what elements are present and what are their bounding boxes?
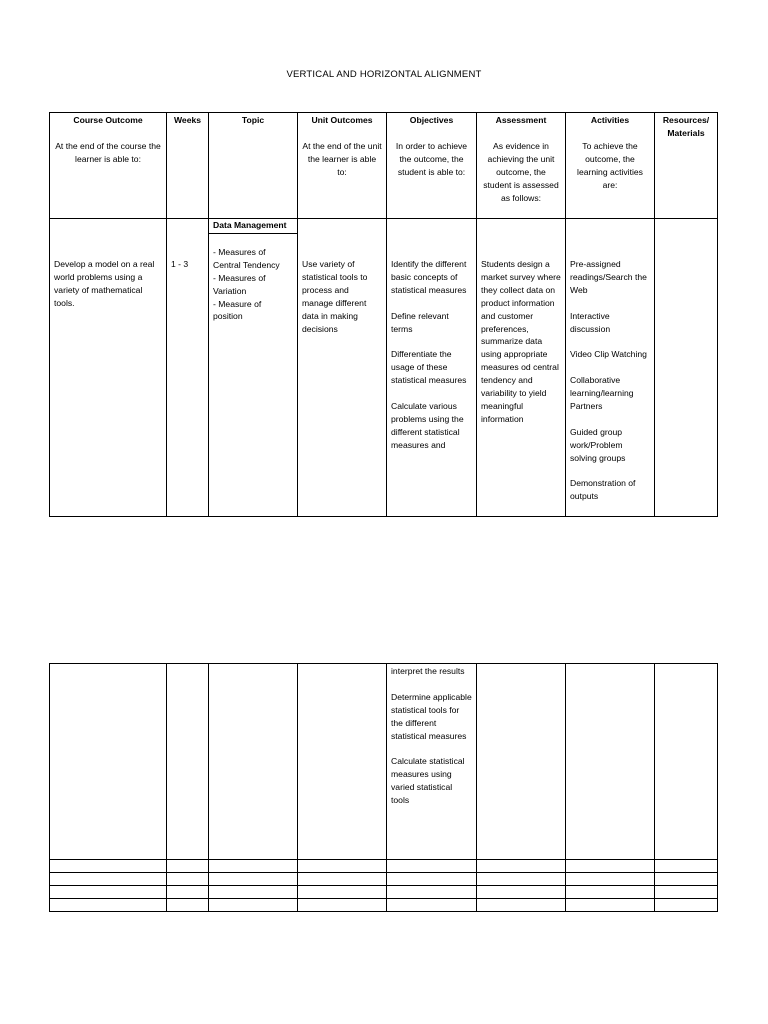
unit-outcome-text: Use variety of statistical tools to process and manage different data in making decisions xyxy=(302,259,368,334)
header-label: Weeks xyxy=(173,115,202,125)
objective-item: Identify the different basic concepts of statistical measures xyxy=(391,259,467,295)
header-objectives xyxy=(387,113,477,219)
cell-resources xyxy=(655,664,718,860)
cell-weeks xyxy=(167,219,209,517)
header-subtext: At the end of the course the learner is able to: xyxy=(55,140,161,164)
activity-item: Interactive discussion xyxy=(570,310,611,334)
header-label: Topic xyxy=(241,115,265,125)
header-label: Resources/ Materials xyxy=(662,115,710,138)
cell-activities xyxy=(566,219,655,517)
cell-course-outcome xyxy=(50,664,167,860)
document-title: VERTICAL AND HORIZONTAL ALIGNMENT xyxy=(286,69,482,80)
header-subtext: As evidence in achieving the unit outcome, the student is assessed as follows: xyxy=(483,140,559,203)
header-subtext: To achieve the outcome, the learning activities are: xyxy=(577,140,643,190)
header-subtext: At the end of the unit the learner is able to: xyxy=(302,140,382,177)
table-row xyxy=(50,860,718,873)
table-row xyxy=(50,664,718,860)
activity-item: Collaborative learning/learning Partners xyxy=(570,375,634,411)
activity-item: Demonstration of outputs xyxy=(570,478,636,502)
header-label: Unit Outcomes xyxy=(311,115,373,125)
course-outcome-text: Develop a model on a real world problems using a variety of mathematical tools. xyxy=(54,259,155,308)
cell-assessment xyxy=(477,219,566,517)
topic-line: - Measure of position xyxy=(213,298,262,322)
activity-item: Guided group work/Problem solving groups xyxy=(570,426,626,463)
header-subtext: In order to achieve the outcome, the student is able to: xyxy=(395,140,468,177)
objective-item: Define relevant terms xyxy=(391,310,449,334)
header-resources xyxy=(655,113,718,219)
header-label: Objectives xyxy=(409,115,454,125)
table-row xyxy=(50,899,718,912)
cell-unit-outcome xyxy=(298,664,387,860)
weeks-text: 1 - 3 xyxy=(171,259,189,269)
header-label: Course Outcome xyxy=(73,115,143,125)
cell-activities xyxy=(566,664,655,860)
activity-item: Video Clip Watching xyxy=(570,349,647,360)
alignment-table xyxy=(49,112,718,517)
objective-item: Determine applicable statistical tools for the different statistical measures xyxy=(391,691,472,741)
table-row xyxy=(50,886,718,899)
objective-item: Calculate various problems using the different statistical measures and xyxy=(391,400,464,450)
topic-line: - Measures of Central Tendency xyxy=(213,246,280,270)
cell-unit-outcome xyxy=(298,219,387,517)
objective-item: interpret the results xyxy=(391,666,465,676)
table-row xyxy=(50,873,718,886)
header-label: Assessment xyxy=(495,115,547,125)
header-topic xyxy=(209,113,298,219)
topic-line: - Measures of Variation xyxy=(213,272,266,296)
header-label: Activities xyxy=(590,115,630,125)
header-course-outcome xyxy=(50,113,167,219)
cell-weeks xyxy=(167,664,209,860)
header-weeks xyxy=(167,113,209,219)
header-activities xyxy=(566,113,655,219)
cell-topic xyxy=(209,219,298,517)
topic-heading: Data Management xyxy=(209,219,297,234)
table-row xyxy=(50,219,718,517)
cell-topic xyxy=(209,664,298,860)
header-unit-outcomes xyxy=(298,113,387,219)
header-row xyxy=(50,113,718,219)
objective-item: Calculate statistical measures using varied statistical tools xyxy=(391,756,465,806)
assessment-text: Students design a market survey where they collect data on product information and customer preferences, summarize data using appropriate measures od central tendency and variability to yield meaningful information xyxy=(481,259,561,424)
cell-objectives xyxy=(387,219,477,517)
cell-course-outcome xyxy=(50,219,167,517)
objective-item: Differentiate the usage of these statistical measures xyxy=(391,349,467,386)
cell-objectives xyxy=(387,664,477,860)
activity-item: Pre-assigned readings/Search the Web xyxy=(570,259,647,295)
cell-assessment xyxy=(477,664,566,860)
cell-resources xyxy=(655,219,718,517)
alignment-table-continued xyxy=(49,663,718,912)
header-assessment xyxy=(477,113,566,219)
